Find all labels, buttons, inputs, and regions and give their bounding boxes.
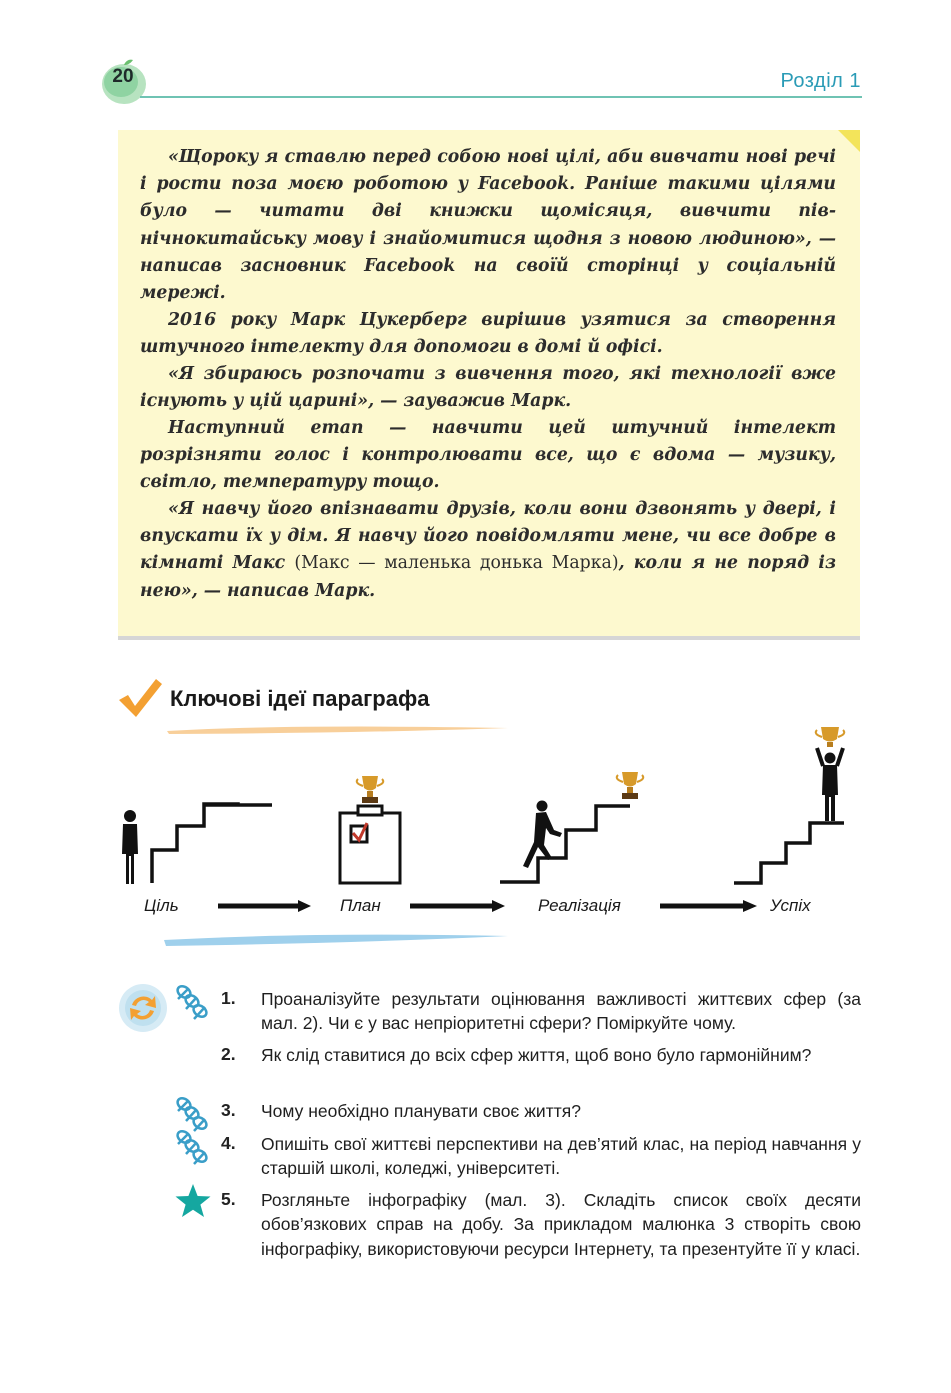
stairs-goal: [152, 804, 238, 883]
checkmark-icon: [116, 676, 164, 720]
trophy-icon: [617, 772, 643, 799]
brush-stroke-blue: [160, 930, 510, 948]
standing-person-icon: [122, 810, 138, 884]
question-1-number: 1.: [221, 988, 236, 1008]
question-1-text: Проаналізуйте результати оцінювання важливості життєвих сфер (за мал. 2). Чи є у вас непріоритетні сфери? Поміркуйте чому.: [261, 989, 861, 1034]
quote-box: [118, 130, 860, 636]
question-3-text: Чому необхідно планувати своє життя?: [261, 1101, 581, 1121]
stage-label-goal: Ціль: [144, 896, 179, 915]
stage-label-realization: Реалізація: [538, 896, 621, 915]
question-5-number: 5.: [221, 1189, 236, 1209]
quote-p5-start: «Я навчу його впізнавати друзів, коли вони дзвонять у двері, і впускати їх у дім. Я навчу його повідомляти мене, чи все добре в кімнаті Макс: [140, 499, 836, 574]
stairs-success: [734, 823, 844, 883]
quote-paragraph-1: «Щороку я ставлю перед собою нові цілі, аби вивчати нові речі і рости поза моєю роботою у Facebook. Раніше такими цілями було — читати дві книжки щомісяця, вивчити північнокитайську мову і знайомитися щодня з новою людиною», — написав засновник Facebook на своїй сторінці у соціальній мережі.: [140, 147, 836, 304]
winner-person-icon: [816, 727, 844, 821]
stage-label-success: Успіх: [770, 896, 811, 915]
quote-paragraph-4: Наступний етап — навчити цей штучний інтелект розрізняти голос і контролювати все, що є вдома — музику, світло, температуру тощо.: [140, 418, 836, 493]
clipboard-trophy-icon: [340, 776, 400, 883]
question-4-number: 4.: [221, 1133, 236, 1153]
section-label: Розділ 1: [780, 70, 861, 92]
quote-paragraph-2: 2016 року Марк Цукерберг вирішив узятися за створення штучного інтелекту для допомоги в домі й офісі.: [140, 310, 836, 358]
arrow-icon: [410, 900, 505, 912]
header-rule: [140, 96, 862, 98]
star-icon: [174, 1183, 212, 1219]
folded-corner: [838, 130, 860, 152]
question-3-number: 3.: [221, 1100, 236, 1120]
quote-paragraph-5: [140, 496, 836, 605]
question-5-text: Розгляньте інфографіку (мал. 3). Складіть список своїх десяти обов’язкових справ на добу. За прикладом малюнка 3 створіть свою інфографіку, використовуючи ресурси Інтернету, та презентуйте її у класі.: [261, 1190, 861, 1259]
stage-label-plan: План: [340, 896, 381, 915]
key-ideas-title: Ключові ідеї параграфа: [170, 686, 430, 711]
question-2-text: Як слід ставитися до всіх сфер життя, щоб воно було гармонійним?: [261, 1045, 812, 1065]
stairs-realization: [500, 806, 630, 882]
group-work-icon: [174, 1128, 210, 1168]
quote-p5-aside: (Макс — маленька донька Марка): [294, 553, 619, 574]
question-2-number: 2.: [221, 1044, 236, 1064]
goal-to-success-infographic: [110, 720, 850, 920]
refresh-icon: [118, 983, 168, 1033]
quote-paragraph-3: «Я збираюсь розпочати з вивчення того, які технології вже існують у цій царині», — зауважив Марк.: [140, 364, 836, 412]
page-number: 20: [112, 66, 134, 87]
arrow-icon: [218, 900, 311, 912]
group-work-icon: [174, 983, 210, 1023]
arrow-icon: [660, 900, 757, 912]
question-4-text: Опишіть свої життєві перспективи на дев’ятий клас, на період навчання у старшій школі, коледжі, університеті.: [261, 1134, 861, 1179]
quote-p5-end: , коли я не поряд із нею», — написав Марк.: [140, 553, 836, 601]
